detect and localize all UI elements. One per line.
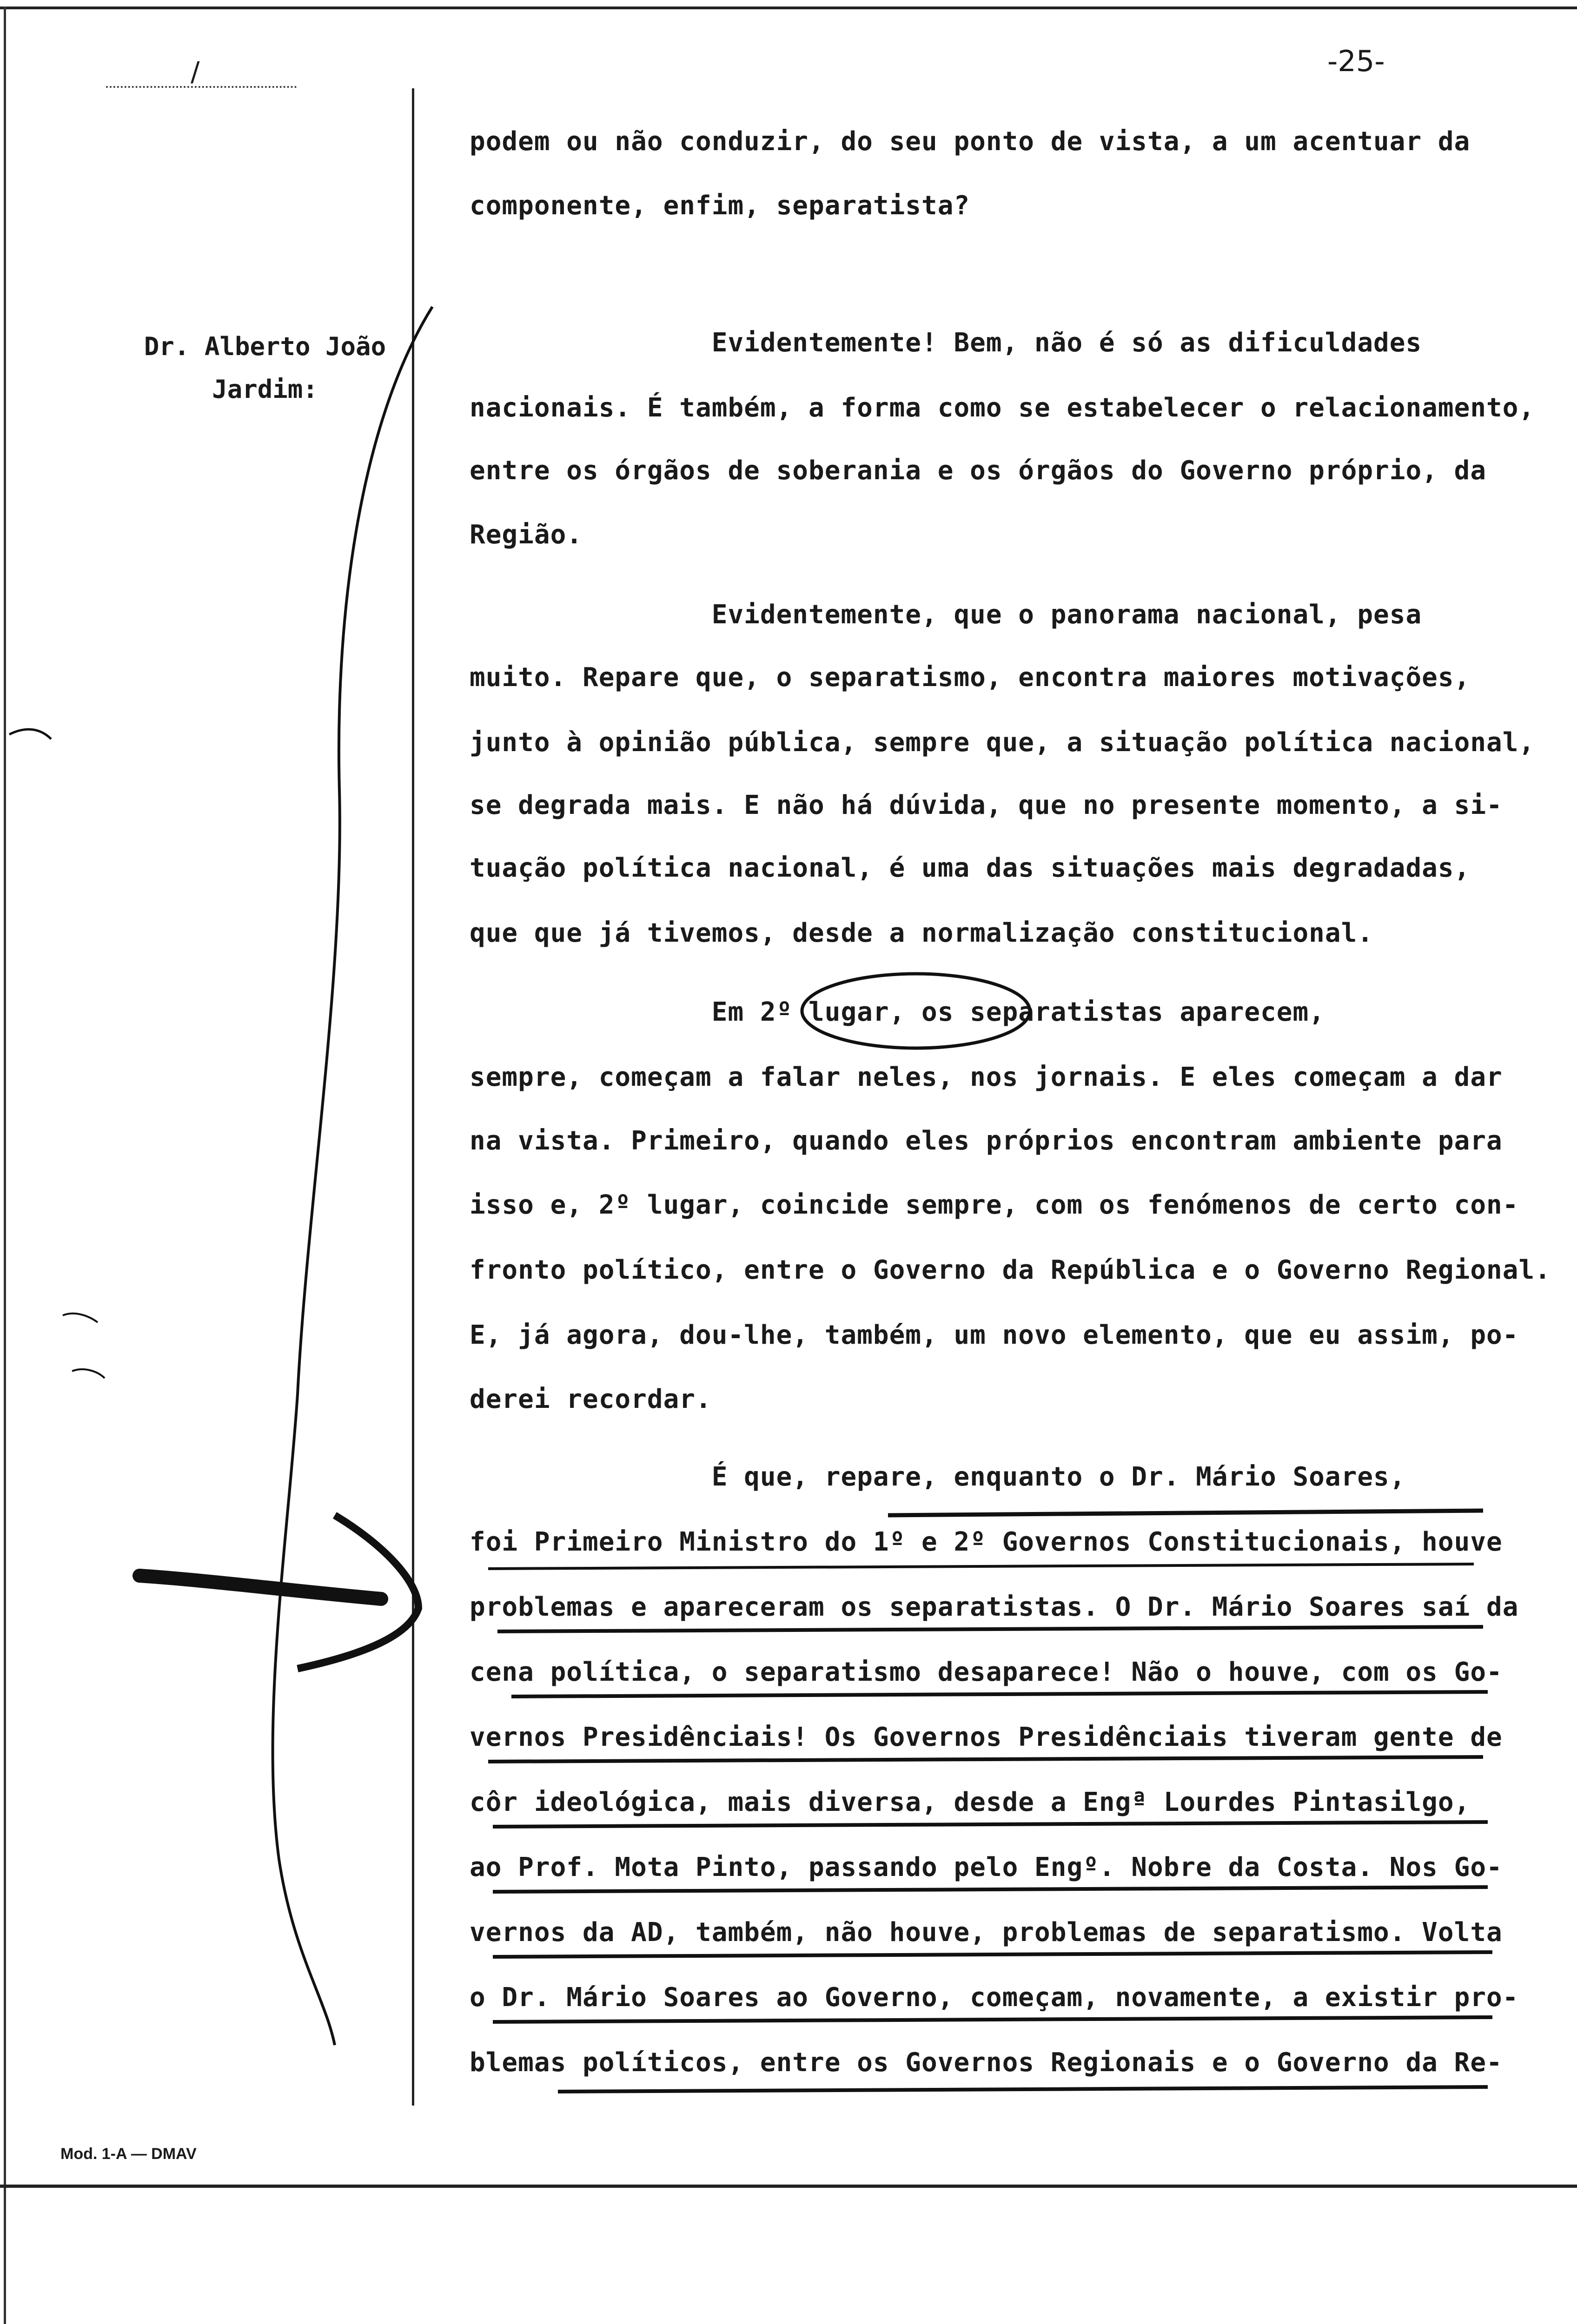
arrow-head-icon xyxy=(298,1515,418,1669)
text-line: se degrada mais. E não há dúvida, que no presente momento, a si- xyxy=(470,790,1503,820)
text-line: ao Prof. Mota Pinto, passando pelo Engº. Nobre da Costa. Nos Go- xyxy=(470,1852,1503,1882)
underline-mark xyxy=(488,1757,1483,1762)
header-mark: / xyxy=(191,56,200,87)
text-line: nacionais. É também, a forma como se estabelecer o relacionamento, xyxy=(470,393,1535,423)
text-line: foi Primeiro Ministro do 1º e 2º Governos Constitucionais, houve xyxy=(470,1527,1503,1557)
text-line: fronto político, entre o Governo da República e o Governo Regional. xyxy=(470,1255,1551,1285)
text-line: tuação política nacional, é uma das situações mais degradadas, xyxy=(470,853,1471,883)
form-code: Mod. 1-A — DMAV xyxy=(60,2145,197,2163)
margin-tick xyxy=(63,1314,98,1322)
text-line: Em 2º lugar, os separatistas aparecem, xyxy=(470,997,1325,1027)
text-line: entre os órgãos de soberania e os órgãos do Governo próprio, da xyxy=(470,456,1487,486)
underline-mark xyxy=(493,2017,1492,2022)
text-line: Evidentemente! Bem, não é só as dificuldades xyxy=(470,328,1422,358)
text-line: que que já tivemos, desde a normalização constitucional. xyxy=(470,918,1374,948)
text-line: É que, repare, enquanto o Dr. Mário Soares, xyxy=(470,1462,1406,1492)
underline-mark xyxy=(497,1627,1483,1631)
speaker-label xyxy=(126,325,404,411)
underline-mark xyxy=(493,1887,1488,1892)
text-line: problemas e apareceram os separatistas. O Dr. Mário Soares saí da xyxy=(470,1592,1519,1622)
text-line: Evidentemente, que o panorama nacional, pesa xyxy=(470,600,1422,630)
text-line: na vista. Primeiro, quando eles próprios encontram ambiente para xyxy=(470,1126,1503,1156)
speaker-name-cont: Jardim: xyxy=(212,375,318,404)
underline-mark xyxy=(493,1822,1488,1827)
margin-tick xyxy=(9,729,51,739)
text-line: podem ou não conduzir, do seu ponto de vista, a um acentuar da xyxy=(470,126,1471,157)
underline-mark xyxy=(888,1511,1483,1515)
speaker-name: Dr. Alberto João xyxy=(144,332,386,361)
underline-mark xyxy=(511,1692,1488,1697)
underline-mark xyxy=(558,2087,1488,2092)
text-line: componente, enfim, separatista? xyxy=(470,191,970,221)
margin-rule xyxy=(412,88,414,2106)
margin-tick xyxy=(72,1369,105,1378)
text-line: cena política, o separatismo desaparece! Não o houve, com os Go- xyxy=(470,1657,1503,1687)
page-number: -25- xyxy=(1327,44,1385,78)
header-blank-line xyxy=(106,77,297,88)
underline-mark xyxy=(493,1952,1492,1957)
page-bottom-border xyxy=(0,2185,1577,2188)
text-line: vernos da AD, também, não houve, problemas de separatismo. Volta xyxy=(470,1917,1503,1948)
text-line: blemas políticos, entre os Governos Regionais e o Governo da Re- xyxy=(470,2047,1503,2078)
text-line: Região. xyxy=(470,520,583,550)
text-line: sempre, começam a falar neles, nos jornais. E eles começam a dar xyxy=(470,1062,1503,1092)
text-line: côr ideológica, mais diversa, desde a Engª Lourdes Pintasilgo, xyxy=(470,1787,1471,1817)
text-line: o Dr. Mário Soares ao Governo, começam, novamente, a existir pro- xyxy=(470,1982,1519,2013)
text-line: E, já agora, dou-lhe, também, um novo elemento, que eu assim, po- xyxy=(470,1320,1519,1350)
margin-pen-stroke xyxy=(273,307,432,2045)
page-top-border xyxy=(0,7,1577,9)
page-left-border xyxy=(4,7,6,2324)
text-line: derei recordar. xyxy=(470,1384,712,1414)
arrow-icon xyxy=(139,1576,381,1599)
underline-mark xyxy=(488,1564,1474,1569)
text-line: junto à opinião pública, sempre que, a situação política nacional, xyxy=(470,727,1535,758)
text-line: isso e, 2º lugar, coincide sempre, com os fenómenos de certo con- xyxy=(470,1190,1519,1220)
text-line: muito. Repare que, o separatismo, encontra maiores motivações, xyxy=(470,662,1471,693)
text-line: vernos Presidênciais! Os Governos Presidênciais tiveram gente de xyxy=(470,1722,1503,1752)
